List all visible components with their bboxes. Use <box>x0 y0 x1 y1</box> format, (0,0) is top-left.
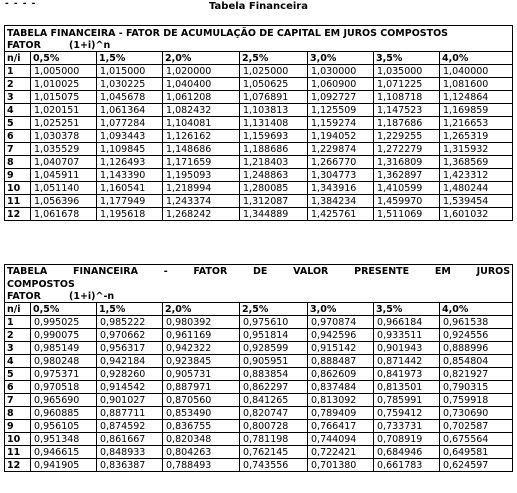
factor-cell: 1,459970 <box>374 195 440 208</box>
factor-cell: 1,601032 <box>440 208 513 221</box>
factor-cell: 1,104081 <box>163 117 240 130</box>
factor-cell: 1,159693 <box>240 130 308 143</box>
table-row <box>5 459 513 472</box>
factor-cell: 0,946615 <box>31 446 97 459</box>
column-header: 3,5% <box>374 52 440 65</box>
factor-cell: 0,820348 <box>163 433 240 446</box>
factor-cell: 1,265319 <box>440 130 513 143</box>
factor-cell: 0,800728 <box>240 420 308 433</box>
column-header: 1,5% <box>97 52 163 65</box>
present-value-factor-table <box>4 264 513 472</box>
column-header: 4,0% <box>440 52 513 65</box>
factor-cell: 1,423312 <box>440 169 513 182</box>
factor-cell: 1,344889 <box>240 208 308 221</box>
factor-cell: 1,343916 <box>308 182 374 195</box>
factor-cell: 1,169859 <box>440 104 513 117</box>
factor-cell: 0,914542 <box>97 381 163 394</box>
period-cell: 1 <box>5 65 31 78</box>
factor-cell: 1,280085 <box>240 182 308 195</box>
factor-cell: 0,980392 <box>163 316 240 329</box>
table-row <box>5 208 513 221</box>
factor-cell: 0,887711 <box>97 407 163 420</box>
factor-cell: 0,941905 <box>31 459 97 472</box>
table-title-line2: COMPOSTOS <box>5 278 513 290</box>
table-row <box>5 316 513 329</box>
table-row <box>5 104 513 117</box>
factor-cell: 0,951348 <box>31 433 97 446</box>
factor-cell: 0,762145 <box>240 446 308 459</box>
period-cell: 3 <box>5 91 31 104</box>
period-cell: 9 <box>5 169 31 182</box>
table-row <box>5 342 513 355</box>
factor-cell: 0,733731 <box>374 420 440 433</box>
factor-cell: 0,871442 <box>374 355 440 368</box>
factor-cell: 1,243374 <box>163 195 240 208</box>
period-cell: 11 <box>5 446 31 459</box>
factor-cell: 1,229255 <box>374 130 440 143</box>
column-header: 3,0% <box>308 303 374 316</box>
column-header: 2,0% <box>163 303 240 316</box>
factor-cell: 1,020000 <box>163 65 240 78</box>
factor-cell: 1,082432 <box>163 104 240 117</box>
factor-cell: 1,060900 <box>308 78 374 91</box>
period-cell: 2 <box>5 78 31 91</box>
factor-cell: 0,990075 <box>31 329 97 342</box>
factor-cell: 1,188686 <box>240 143 308 156</box>
factor-cell: 0,785991 <box>374 394 440 407</box>
factor-cell: 1,315932 <box>440 143 513 156</box>
factor-cell: 1,025251 <box>31 117 97 130</box>
factor-cell: 1,124864 <box>440 91 513 104</box>
period-cell: 10 <box>5 433 31 446</box>
factor-cell: 0,813501 <box>374 381 440 394</box>
factor-cell: 0,985149 <box>31 342 97 355</box>
period-cell: 5 <box>5 368 31 381</box>
factor-cell: 1,218403 <box>240 156 308 169</box>
table-row <box>5 169 513 182</box>
factor-cell: 0,975610 <box>240 316 308 329</box>
factor-cell: 1,030225 <box>97 78 163 91</box>
period-cell: 10 <box>5 182 31 195</box>
factor-cell: 0,942322 <box>163 342 240 355</box>
factor-cell: 0,837484 <box>308 381 374 394</box>
factor-cell: 1,268242 <box>163 208 240 221</box>
table-row <box>5 355 513 368</box>
factor-cell: 0,970518 <box>31 381 97 394</box>
table-row <box>5 143 513 156</box>
factor-cell: 0,759918 <box>440 394 513 407</box>
period-cell: 8 <box>5 407 31 420</box>
table-row <box>5 420 513 433</box>
page-title: Tabela Financeira <box>209 1 308 12</box>
factor-cell: 1,035529 <box>31 143 97 156</box>
factor-cell: 0,820747 <box>240 407 308 420</box>
factor-cell: 1,195093 <box>163 169 240 182</box>
factor-cell: 0,905731 <box>163 368 240 381</box>
factor-cell: 0,853490 <box>163 407 240 420</box>
factor-cell: 1,410599 <box>374 182 440 195</box>
factor-cell: 1,109845 <box>97 143 163 156</box>
factor-cell: 0,951814 <box>240 329 308 342</box>
factor-cell: 0,661783 <box>374 459 440 472</box>
fator-row <box>5 290 513 303</box>
column-header: 0,5% <box>31 52 97 65</box>
factor-cell: 0,883854 <box>240 368 308 381</box>
factor-formula: (1+i)^-n <box>69 290 115 302</box>
period-cell: 7 <box>5 394 31 407</box>
factor-cell: 1,030000 <box>308 65 374 78</box>
factor-cell: 1,216653 <box>440 117 513 130</box>
factor-cell: 1,171659 <box>163 156 240 169</box>
period-cell: 12 <box>5 459 31 472</box>
factor-cell: 1,045678 <box>97 91 163 104</box>
table-row <box>5 407 513 420</box>
factor-cell: 0,766417 <box>308 420 374 433</box>
factor-cell: 1,272279 <box>374 143 440 156</box>
factor-cell: 1,071225 <box>374 78 440 91</box>
factor-cell: 0,887971 <box>163 381 240 394</box>
factor-cell: 1,035000 <box>374 65 440 78</box>
factor-cell: 0,836755 <box>163 420 240 433</box>
factor-cell: 0,970662 <box>97 329 163 342</box>
factor-cell: 1,316809 <box>374 156 440 169</box>
factor-cell: 1,092727 <box>308 91 374 104</box>
factor-cell: 0,980248 <box>31 355 97 368</box>
factor-cell: 1,050625 <box>240 78 308 91</box>
table-row <box>5 329 513 342</box>
factor-cell: 1,025000 <box>240 65 308 78</box>
period-cell: 6 <box>5 130 31 143</box>
factor-cell: 1,425761 <box>308 208 374 221</box>
factor-cell: 1,480244 <box>440 182 513 195</box>
factor-cell: 1,040400 <box>163 78 240 91</box>
factor-cell: 0,924556 <box>440 329 513 342</box>
factor-cell: 0,684946 <box>374 446 440 459</box>
period-cell: 4 <box>5 355 31 368</box>
factor-cell: 0,985222 <box>97 316 163 329</box>
table-row <box>5 65 513 78</box>
factor-cell: 0,649581 <box>440 446 513 459</box>
factor-cell: 0,888487 <box>308 355 374 368</box>
table-row <box>5 117 513 130</box>
period-cell: 11 <box>5 195 31 208</box>
table-row <box>5 433 513 446</box>
table-row <box>5 78 513 91</box>
factor-cell: 0,942184 <box>97 355 163 368</box>
factor-cell: 0,928260 <box>97 368 163 381</box>
table-row <box>5 91 513 104</box>
factor-cell: 1,362897 <box>374 169 440 182</box>
factor-cell: 1,076891 <box>240 91 308 104</box>
factor-cell: 1,093443 <box>97 130 163 143</box>
table-row <box>5 446 513 459</box>
fator-label: FATOR <box>7 39 41 51</box>
factor-cell: 0,702587 <box>440 420 513 433</box>
factor-cell: 0,854804 <box>440 355 513 368</box>
factor-cell: 1,266770 <box>308 156 374 169</box>
factor-cell: 0,975371 <box>31 368 97 381</box>
period-cell: 4 <box>5 104 31 117</box>
factor-cell: 0,905951 <box>240 355 308 368</box>
factor-cell: 0,744094 <box>308 433 374 446</box>
factor-cell: 1,187686 <box>374 117 440 130</box>
header-row <box>5 52 513 65</box>
factor-cell: 0,942596 <box>308 329 374 342</box>
factor-cell: 0,759412 <box>374 407 440 420</box>
factor-cell: 1,312087 <box>240 195 308 208</box>
table-row <box>5 182 513 195</box>
column-header: 3,5% <box>374 303 440 316</box>
factor-cell: 1,125509 <box>308 104 374 117</box>
factor-cell: 0,804263 <box>163 446 240 459</box>
factor-cell: 1,229874 <box>308 143 374 156</box>
factor-cell: 0,901943 <box>374 342 440 355</box>
factor-cell: 1,218994 <box>163 182 240 195</box>
period-cell: 6 <box>5 381 31 394</box>
factor-cell: 1,081600 <box>440 78 513 91</box>
table-title: TABELA FINANCEIRA - FATOR DE ACUMULAÇÃO DE CAPITAL EM JUROS COMPOSTOS <box>5 26 513 40</box>
factor-cell: 1,040707 <box>31 156 97 169</box>
factor-cell: 0,965690 <box>31 394 97 407</box>
factor-cell: 0,781198 <box>240 433 308 446</box>
factor-cell: 0,928599 <box>240 342 308 355</box>
period-cell: 12 <box>5 208 31 221</box>
factor-cell: 0,862609 <box>308 368 374 381</box>
period-cell: 3 <box>5 342 31 355</box>
factor-cell: 1,177949 <box>97 195 163 208</box>
header-row <box>5 303 513 316</box>
column-header: 0,5% <box>31 303 97 316</box>
factor-cell: 1,194052 <box>308 130 374 143</box>
fator-row <box>5 39 513 52</box>
factor-cell: 1,077284 <box>97 117 163 130</box>
factor-cell: 1,030378 <box>31 130 97 143</box>
factor-cell: 0,970874 <box>308 316 374 329</box>
factor-cell: 0,743556 <box>240 459 308 472</box>
factor-cell: 0,956317 <box>97 342 163 355</box>
factor-cell: 0,836387 <box>97 459 163 472</box>
factor-cell: 0,841973 <box>374 368 440 381</box>
factor-cell: 0,995025 <box>31 316 97 329</box>
factor-cell: 1,045911 <box>31 169 97 182</box>
factor-cell: 1,304773 <box>308 169 374 182</box>
factor-cell: 0,821927 <box>440 368 513 381</box>
factor-cell: 0,730690 <box>440 407 513 420</box>
factor-cell: 1,108718 <box>374 91 440 104</box>
factor-cell: 0,722421 <box>308 446 374 459</box>
factor-cell: 0,788493 <box>163 459 240 472</box>
factor-cell: 0,915142 <box>308 342 374 355</box>
factor-cell: 1,056396 <box>31 195 97 208</box>
factor-cell: 1,010025 <box>31 78 97 91</box>
factor-cell: 0,862297 <box>240 381 308 394</box>
factor-cell: 0,874592 <box>97 420 163 433</box>
factor-cell: 0,813092 <box>308 394 374 407</box>
table-row <box>5 381 513 394</box>
table-row <box>5 368 513 381</box>
column-header: n/i <box>5 303 31 316</box>
factor-cell: 0,701380 <box>308 459 374 472</box>
factor-cell: 0,675564 <box>440 433 513 446</box>
factor-cell: 1,147523 <box>374 104 440 117</box>
factor-cell: 1,148686 <box>163 143 240 156</box>
factor-cell: 0,961538 <box>440 316 513 329</box>
factor-cell: 0,841265 <box>240 394 308 407</box>
column-header: 1,5% <box>97 303 163 316</box>
table-row <box>5 394 513 407</box>
period-cell: 1 <box>5 316 31 329</box>
factor-cell: 0,848933 <box>97 446 163 459</box>
period-cell: 5 <box>5 117 31 130</box>
factor-cell: 1,126493 <box>97 156 163 169</box>
factor-cell: 0,861667 <box>97 433 163 446</box>
column-header: 3,0% <box>308 52 374 65</box>
column-header: n/i <box>5 52 31 65</box>
factor-cell: 1,061208 <box>163 91 240 104</box>
factor-cell: 0,933511 <box>374 329 440 342</box>
period-cell: 9 <box>5 420 31 433</box>
factor-cell: 1,103813 <box>240 104 308 117</box>
column-header: 2,5% <box>240 52 308 65</box>
factor-cell: 1,248863 <box>240 169 308 182</box>
factor-formula: (1+i)^n <box>69 39 111 51</box>
fator-label: FATOR <box>7 290 41 302</box>
period-cell: 7 <box>5 143 31 156</box>
factor-cell: 1,061364 <box>97 104 163 117</box>
factor-cell: 1,143390 <box>97 169 163 182</box>
factor-cell: 0,961169 <box>163 329 240 342</box>
factor-cell: 1,015000 <box>97 65 163 78</box>
factor-cell: 1,384234 <box>308 195 374 208</box>
table-row <box>5 195 513 208</box>
factor-cell: 0,790315 <box>440 381 513 394</box>
factor-cell: 1,020151 <box>31 104 97 117</box>
table-row <box>5 156 513 169</box>
factor-cell: 0,901027 <box>97 394 163 407</box>
top-marks: - - - - <box>5 0 37 9</box>
factor-cell: 1,131408 <box>240 117 308 130</box>
factor-cell: 1,159274 <box>308 117 374 130</box>
factor-cell: 1,061678 <box>31 208 97 221</box>
factor-cell: 1,368569 <box>440 156 513 169</box>
column-header: 2,5% <box>240 303 308 316</box>
column-header: 4,0% <box>440 303 513 316</box>
factor-cell: 1,160541 <box>97 182 163 195</box>
factor-cell: 0,888996 <box>440 342 513 355</box>
factor-cell: 0,966184 <box>374 316 440 329</box>
factor-cell: 1,015075 <box>31 91 97 104</box>
table-row <box>5 130 513 143</box>
factor-cell: 1,051140 <box>31 182 97 195</box>
period-cell: 8 <box>5 156 31 169</box>
factor-cell: 1,005000 <box>31 65 97 78</box>
factor-cell: 1,511069 <box>374 208 440 221</box>
accumulation-factor-table <box>4 25 513 221</box>
factor-cell: 0,960885 <box>31 407 97 420</box>
factor-cell: 1,040000 <box>440 65 513 78</box>
factor-cell: 0,870560 <box>163 394 240 407</box>
period-cell: 2 <box>5 329 31 342</box>
factor-cell: 0,923845 <box>163 355 240 368</box>
factor-cell: 0,789409 <box>308 407 374 420</box>
factor-cell: 1,195618 <box>97 208 163 221</box>
column-header: 2,0% <box>163 52 240 65</box>
factor-cell: 0,624597 <box>440 459 513 472</box>
factor-cell: 0,708919 <box>374 433 440 446</box>
factor-cell: 1,539454 <box>440 195 513 208</box>
factor-cell: 1,126162 <box>163 130 240 143</box>
factor-cell: 0,956105 <box>31 420 97 433</box>
table-title: TABELA FINANCEIRA - FATOR DE VALOR PRESENTE EM JUROS <box>5 265 513 279</box>
